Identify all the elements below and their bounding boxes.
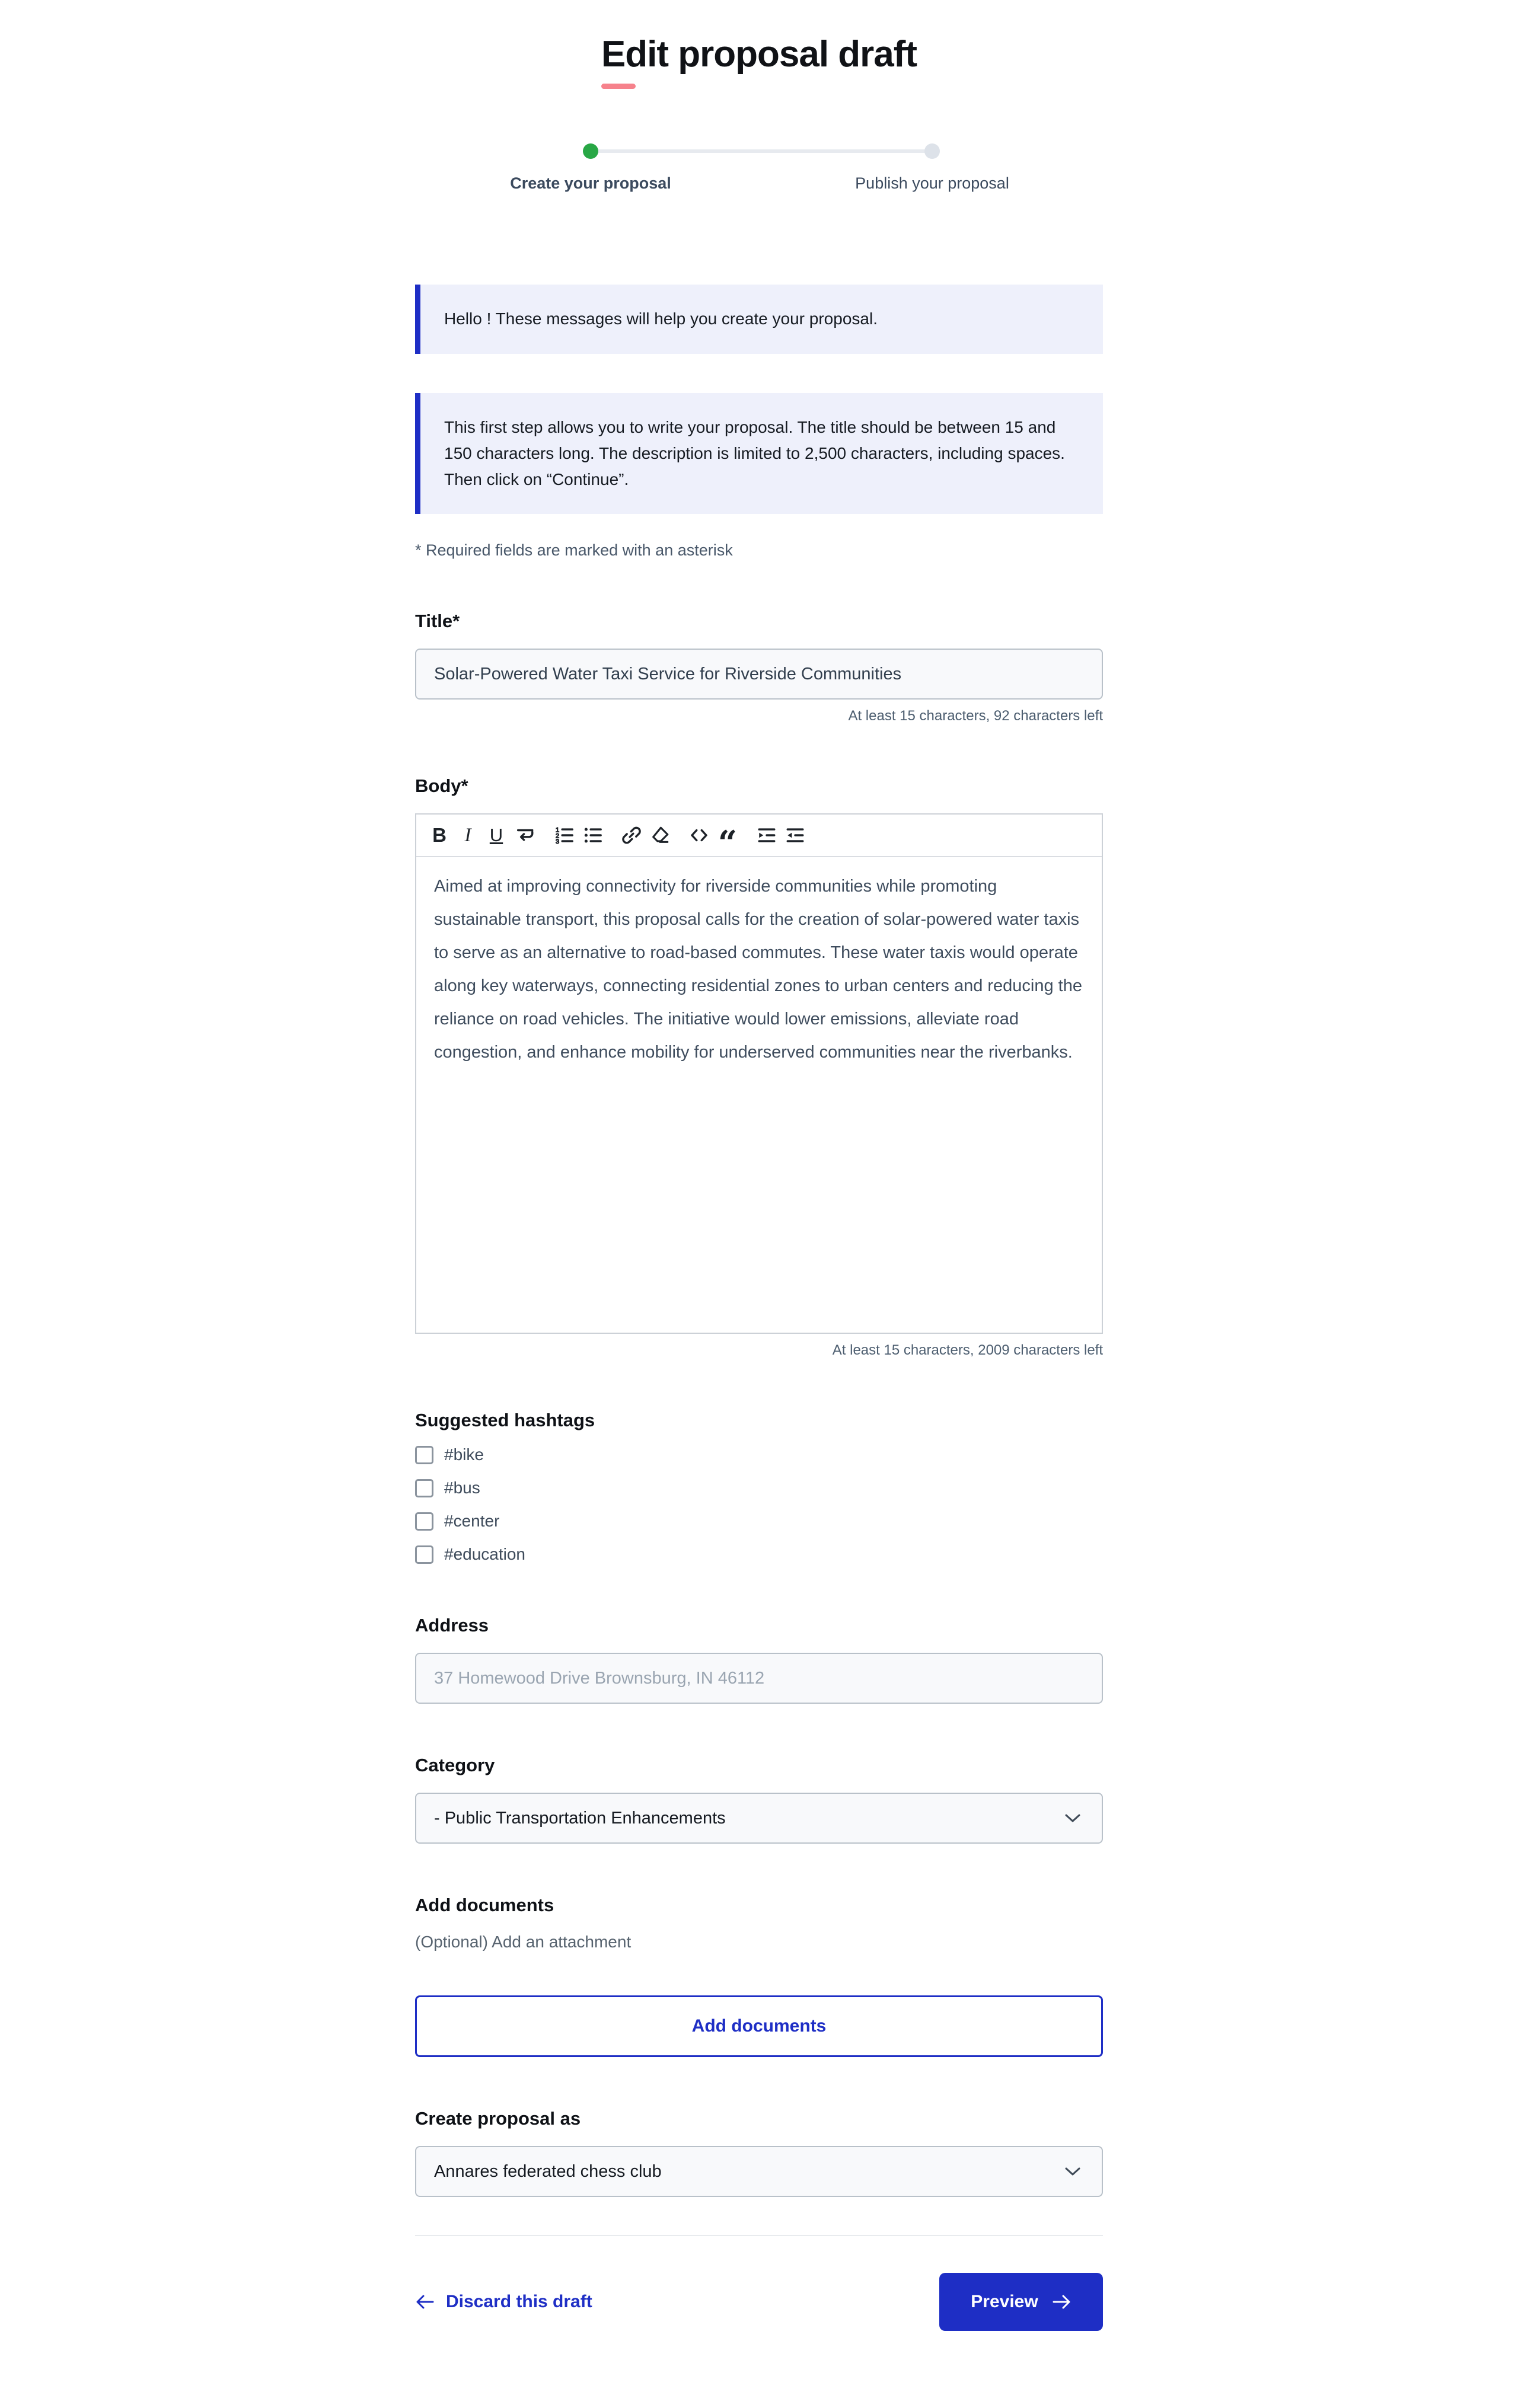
footer-actions [415,2273,1103,2359]
svg-text:2: 2 [555,832,560,840]
footer-divider [415,2235,1103,2236]
add-documents-button[interactable]: Add documents [415,1995,1103,2057]
line-break-icon [515,825,535,845]
editor-toolbar [416,815,1102,863]
stepper-step-1 [466,143,715,193]
preview-button[interactable] [939,2273,1103,2331]
documents-group [415,1895,1103,2057]
body-label: Body* [415,775,468,797]
hashtag-checkbox-center[interactable] [415,1512,433,1531]
title-input[interactable] [415,649,1103,700]
hashtag-label: #education [444,1545,526,1564]
documents-label: Add documents [415,1895,554,1916]
category-select[interactable] [415,1793,1103,1844]
body-editor[interactable]: Aimed at improving connectivity for riverside communities while promoting sustainable transport, this proposal calls for the creation of solar-powered water taxis to serve as an alternative to road-based commutes. These water taxis would operate along key waterways, connecting residential zones to urban centers and reducing the reliance on road vehicles. The initiative would lower emissions, alleviate road congestion, and enhance mobility for underserved communities near the riverbanks. [434,877,1082,1062]
hashtag-row [415,1545,1103,1564]
step-label: Create your proposal [510,174,671,193]
hashtags-label: Suggested hashtags [415,1410,595,1431]
italic-icon: I [464,824,471,846]
indent-icon [757,825,777,845]
address-input[interactable] [415,1653,1103,1704]
underline-button[interactable] [484,822,509,849]
author-label: Create proposal as [415,2108,581,2129]
body-field-group [415,775,1103,1359]
hashtags-group [415,1410,1103,1564]
blockquote-button[interactable] [715,822,740,863]
callout-message [415,393,1103,515]
bullet-list-button[interactable] [580,822,605,849]
hashtag-row [415,1512,1103,1531]
step-dot [924,143,940,159]
code-icon [689,825,709,845]
arrow-right-icon [1051,2294,1071,2310]
page-title [415,33,1103,89]
documents-hint: (Optional) Add an attachment [415,1933,632,1952]
discard-draft-label: Discard this draft [446,2292,592,2312]
hashtag-list [415,1445,1103,1564]
address-label: Address [415,1615,489,1636]
link-button[interactable] [619,822,644,849]
address-field-group [415,1615,1103,1704]
link-icon [621,825,642,845]
hashtag-checkbox-bike[interactable] [415,1446,433,1464]
author-select[interactable] [415,2146,1103,2197]
category-field-group [415,1755,1103,1844]
callout-message-text: This first step allows you to write your proposal. The title should be between 15 and 150 characters long. The description is limited to 2,500 characters, including spaces. Then click on “Continue”. [444,417,1065,488]
discard-draft-link[interactable] [415,2292,592,2312]
svg-text:1: 1 [555,826,560,834]
page-title-text: Edit proposal draft [601,33,917,89]
outdent-button[interactable] [783,822,808,849]
svg-text:3: 3 [555,838,560,846]
title-field-group [415,611,1103,724]
bold-icon: B [432,824,447,847]
italic-button[interactable] [455,822,480,849]
edit-proposal-form [415,0,1103,2359]
indent-button[interactable] [754,822,779,849]
eraser-icon [650,825,670,845]
callout-message-text: Hello ! These messages will help you create your proposal. [444,309,878,328]
bullet-list-icon [582,825,602,845]
hashtag-checkbox-bus[interactable] [415,1479,433,1497]
step-dot [583,143,598,159]
title-label: Title* [415,611,460,632]
category-label: Category [415,1755,495,1776]
stepper-step-2 [808,143,1057,193]
outdent-icon [785,825,805,845]
line-break-button[interactable] [512,822,537,849]
chevron-down-icon [1064,1813,1082,1823]
author-field-group [415,2108,1103,2197]
chevron-down-icon [1064,2166,1082,2177]
body-helper: At least 15 characters, 2009 characters left [832,1342,1103,1359]
callout-message [415,285,1103,353]
quote-icon: “ [717,823,738,863]
code-button[interactable] [687,822,712,849]
ordered-list-icon [554,825,574,845]
author-selected-value: Annares federated chess club [434,2161,662,2181]
required-note: * Required fields are marked with an asterisk [415,541,733,560]
arrow-left-icon [415,2294,435,2310]
hashtag-row [415,1478,1103,1497]
hashtag-label: #bike [444,1445,484,1464]
title-helper: At least 15 characters, 92 characters left [848,708,1103,724]
stepper [463,143,1055,219]
step-label: Publish your proposal [855,174,1009,193]
preview-label: Preview [971,2292,1038,2312]
rich-text-editor [415,813,1103,1334]
hashtag-label: #center [444,1512,500,1531]
hashtag-checkbox-education[interactable] [415,1545,433,1564]
clear-format-button[interactable] [648,822,672,849]
hashtag-label: #bus [444,1478,480,1497]
hashtag-row [415,1445,1103,1464]
ordered-list-button[interactable] [551,822,576,849]
bold-button[interactable] [427,822,452,849]
category-selected-value: - Public Transportation Enhancements [434,1808,726,1828]
underline-icon: U [489,825,503,846]
